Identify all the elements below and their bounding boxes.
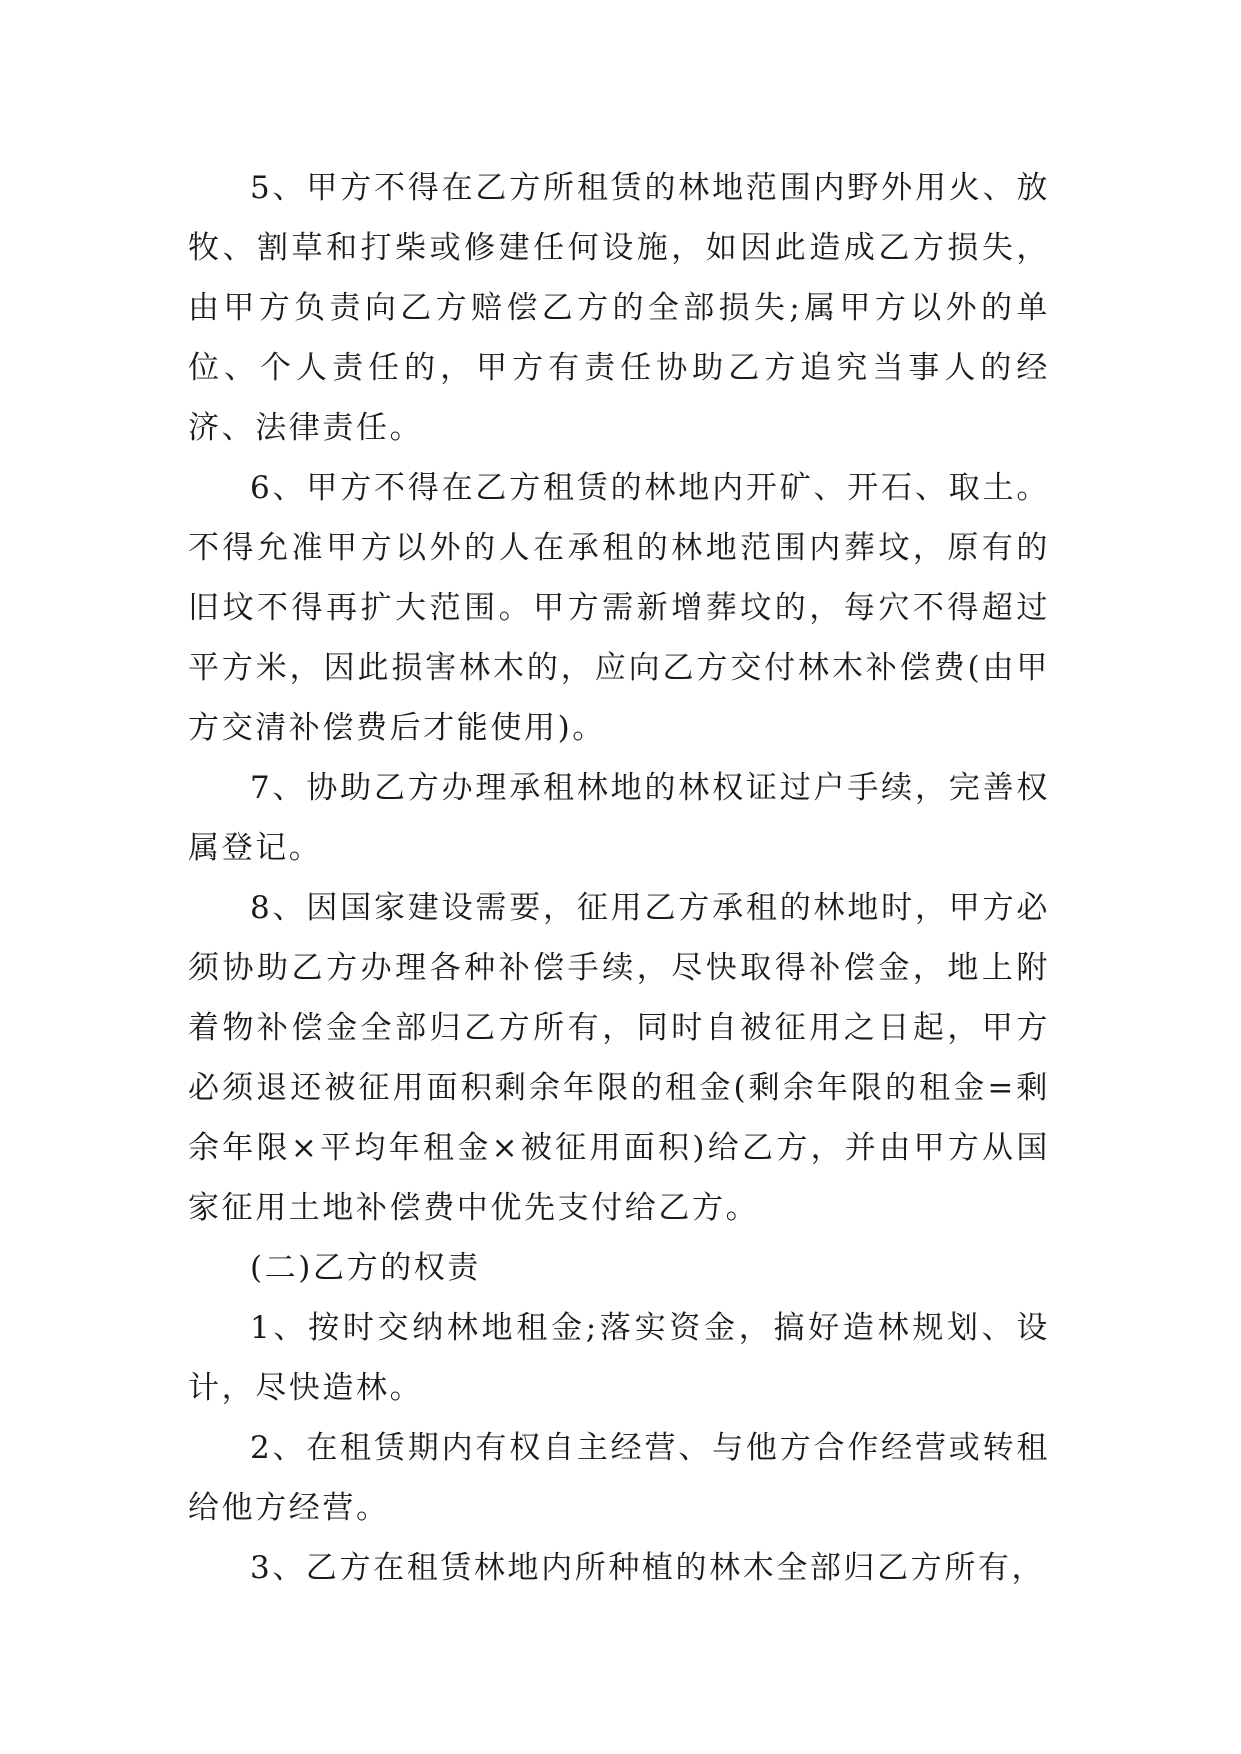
document-page bbox=[188, 158, 1050, 1598]
party-b-clause-2: 2、在租赁期内有权自主经营、与他方合作经营或转租给他方经营。 bbox=[188, 1430, 1050, 1526]
party-b-clause-3: 3、乙方在租赁林地内所种植的林木全部归乙方所有， bbox=[250, 1550, 1046, 1586]
clause-paragraph-8: 8、因国家建设需要，征用乙方承租的林地时，甲方必须协助乙方办理各种补偿手续，尽快取得补偿金，地上附着物补偿金全部归乙方所有，同时自被征用之日起，甲方必须退还被征用面积剩余年限的租金(剩余年限的租金=剩余年限×平均年租金×被征用面积)给乙方，并由甲方从国家征用土地补偿费中优先支付给乙方。 bbox=[188, 890, 1050, 1226]
clause-paragraph-6: 6、甲方不得在乙方租赁的林地内开矿、开石、取土。不得允准甲方以外的人在承租的林地范围内葬坟，原有的旧坟不得再扩大范围。甲方需新增葬坟的，每穴不得超过平方米，因此损害林木的，应向乙方交付林木补偿费(由甲方交清补偿费后才能使用)。 bbox=[188, 470, 1050, 746]
clause-paragraph-7: 7、协助乙方办理承租林地的林权证过户手续，完善权属登记。 bbox=[188, 770, 1050, 866]
section-heading: (二)乙方的权责 bbox=[250, 1250, 481, 1286]
party-b-clause-1: 1、按时交纳林地租金;落实资金，搞好造林规划、设计，尽快造林。 bbox=[188, 1310, 1050, 1406]
clause-paragraph-5: 5、甲方不得在乙方所租赁的林地范围内野外用火、放牧、割草和打柴或修建任何设施，如因此造成乙方损失，由甲方负责向乙方赔偿乙方的全部损失;属甲方以外的单位、个人责任的，甲方有责任协助乙方追究当事人的经济、法律责任。 bbox=[188, 170, 1050, 446]
